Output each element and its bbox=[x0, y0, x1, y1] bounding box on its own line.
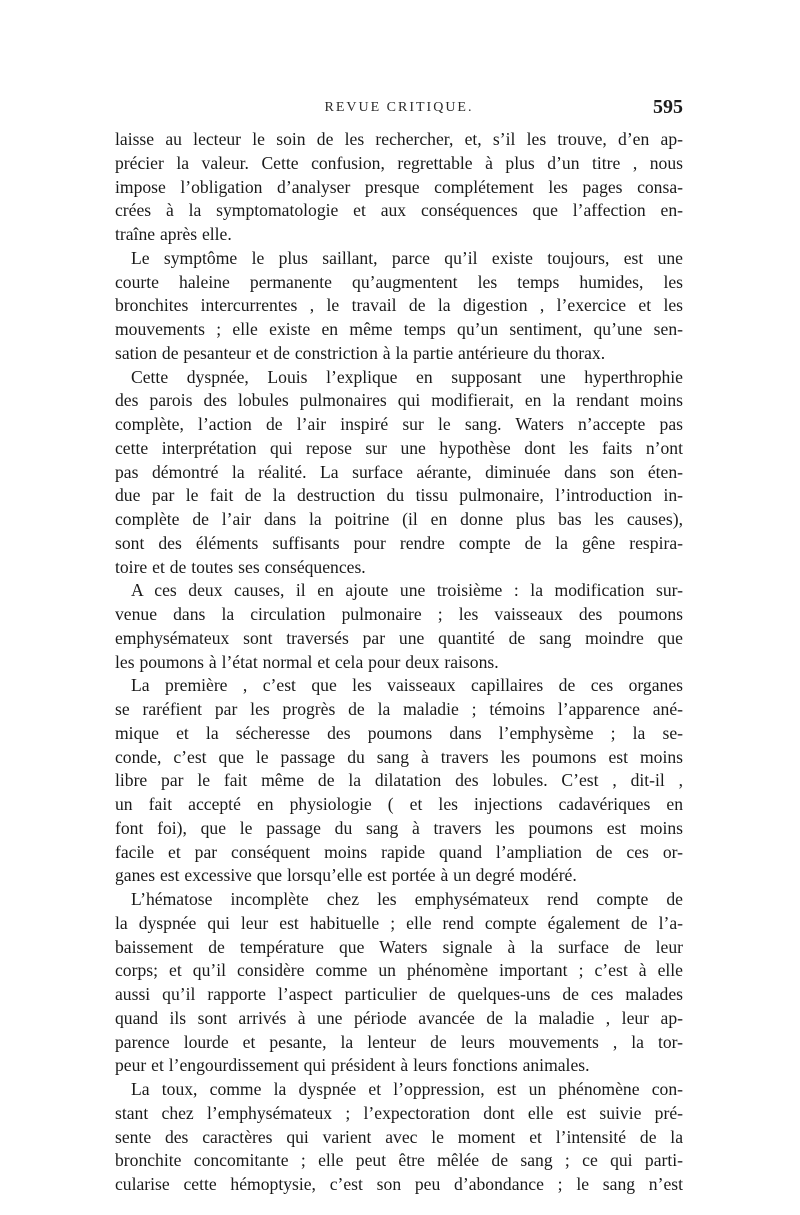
text-line: cette interprétation qui repose sur une hypothèse dont les faits n’ont bbox=[115, 437, 683, 458]
text-line: due par le fait de la destruction du tissu pulmonaire, l’introduction in- bbox=[115, 485, 683, 506]
body-text bbox=[115, 128, 683, 1197]
text-line: courte haleine permanente qu’augmentent les temps humides, les bbox=[115, 271, 683, 292]
text-line: Le symptôme le plus saillant, parce qu’il existe toujours, est une bbox=[131, 247, 683, 268]
text-line: bronchite concomitante ; elle peut être mêlée de sang ; ce qui parti- bbox=[115, 1150, 683, 1171]
text-line: parence lourde et pesante, la lenteur de leurs mouvements , la tor- bbox=[115, 1031, 683, 1052]
text-line: crées à la symptomatologie et aux conséquences que l’affection en- bbox=[115, 200, 683, 221]
text-line: impose l’obligation d’analyser presque complétement les pages consa- bbox=[115, 176, 683, 197]
text-line: laisse au lecteur le soin de les rechercher, et, s’il les trouve, d’en ap- bbox=[115, 129, 683, 149]
text-line: font foi), que le passage du sang à travers les poumons est moins bbox=[115, 817, 683, 838]
text-line: la dyspnée qui leur est habituelle ; elle rend compte également de l’a- bbox=[115, 912, 683, 933]
running-title: REVUE CRITIQUE. bbox=[324, 100, 474, 115]
text-line: sente des caractères qui varient avec le moment et l’intensité de la bbox=[115, 1126, 683, 1147]
text-line: quand ils sont arrivés à une période avancée de la maladie , leur ap- bbox=[115, 1007, 683, 1028]
text-line: facile et par conséquent moins rapide quand l’ampliation de ces or- bbox=[115, 841, 683, 862]
text-line: baissement de température que Waters signale à la surface de leur bbox=[115, 936, 683, 957]
text-line: sont des éléments suffisants pour rendre compte de la gêne respira- bbox=[115, 532, 683, 553]
text-line: un fait accepté en physiologie ( et les injections cadavériques en bbox=[115, 794, 683, 814]
text-line: traîne après elle. bbox=[115, 224, 232, 244]
text-line: aussi qu’il rapporte l’aspect particulier de quelques-uns de ces malades bbox=[115, 984, 683, 1004]
text-line: La toux, comme la dyspnée et l’oppression, est un phénomène con- bbox=[131, 1079, 683, 1099]
text-line: L’hématose incomplète chez les emphysémateux rend compte de bbox=[131, 889, 683, 909]
text-line: pas démontré la réalité. La surface aérante, diminuée dans son éten- bbox=[115, 461, 683, 482]
page-number: 595 bbox=[653, 96, 683, 118]
text-line: précier la valeur. Cette confusion, regrettable à plus d’un titre , nous bbox=[115, 152, 683, 173]
text-line: peur et l’engourdissement qui président à leurs fonctions animales. bbox=[115, 1055, 590, 1076]
text-line: ganes est excessive que lorsqu’elle est portée à un degré modéré. bbox=[115, 865, 577, 886]
text-line: des parois des lobules pulmonaires qui modifierait, en la rendant moins bbox=[115, 390, 683, 411]
text-line: corps; et qu’il considère comme un phénomène important ; c’est à elle bbox=[115, 960, 683, 981]
text-line: toire et de toutes ses conséquences. bbox=[115, 556, 366, 577]
text-line: cularise cette hémoptysie, c’est son peu d’abondance ; le sang n’est bbox=[115, 1174, 683, 1194]
text-line: mouvements ; elle existe en même temps qu’un sentiment, qu’une sen- bbox=[115, 319, 683, 339]
text-line: conde, c’est que le passage du sang à travers les poumons est moins bbox=[115, 746, 683, 767]
text-line: les poumons à l’état normal et cela pour deux raisons. bbox=[115, 651, 499, 672]
text-line: sation de pesanteur et de constriction à la partie antérieure du thorax. bbox=[115, 342, 606, 363]
text-line: venue dans la circulation pulmonaire ; les vaisseaux des poumons bbox=[115, 604, 683, 624]
text-line: complète de l’air dans la poitrine (il en donne plus bas les causes), bbox=[115, 509, 683, 529]
text-line: bronchites intercurrentes , le travail de la digestion , l’exercice et les bbox=[115, 295, 683, 316]
text-line: libre par le fait même de la dilatation des lobules. C’est , dit-il , bbox=[115, 770, 683, 791]
text-line: emphysémateux sont traversés par une quantité de sang moindre que bbox=[115, 627, 683, 648]
text-line: se raréfient par les progrès de la maladie ; témoins l’apparence ané- bbox=[115, 699, 683, 719]
text-line: La première , c’est que les vaisseaux capillaires de ces organes bbox=[131, 675, 683, 696]
text-line: stant chez l’emphysémateux ; l’expectoration dont elle est suivie pré- bbox=[115, 1102, 683, 1123]
text-line: Cette dyspnée, Louis l’explique en supposant une hyperthrophie bbox=[131, 366, 683, 387]
text-line: A ces deux causes, il en ajoute une troisième : la modification sur- bbox=[131, 580, 683, 601]
page-header bbox=[115, 96, 683, 124]
text-line: mique et la sécheresse des poumons dans l’emphysème ; la se- bbox=[115, 722, 683, 743]
text-line: complète, l’action de l’air inspiré sur le sang. Waters n’accepte pas bbox=[115, 414, 683, 434]
